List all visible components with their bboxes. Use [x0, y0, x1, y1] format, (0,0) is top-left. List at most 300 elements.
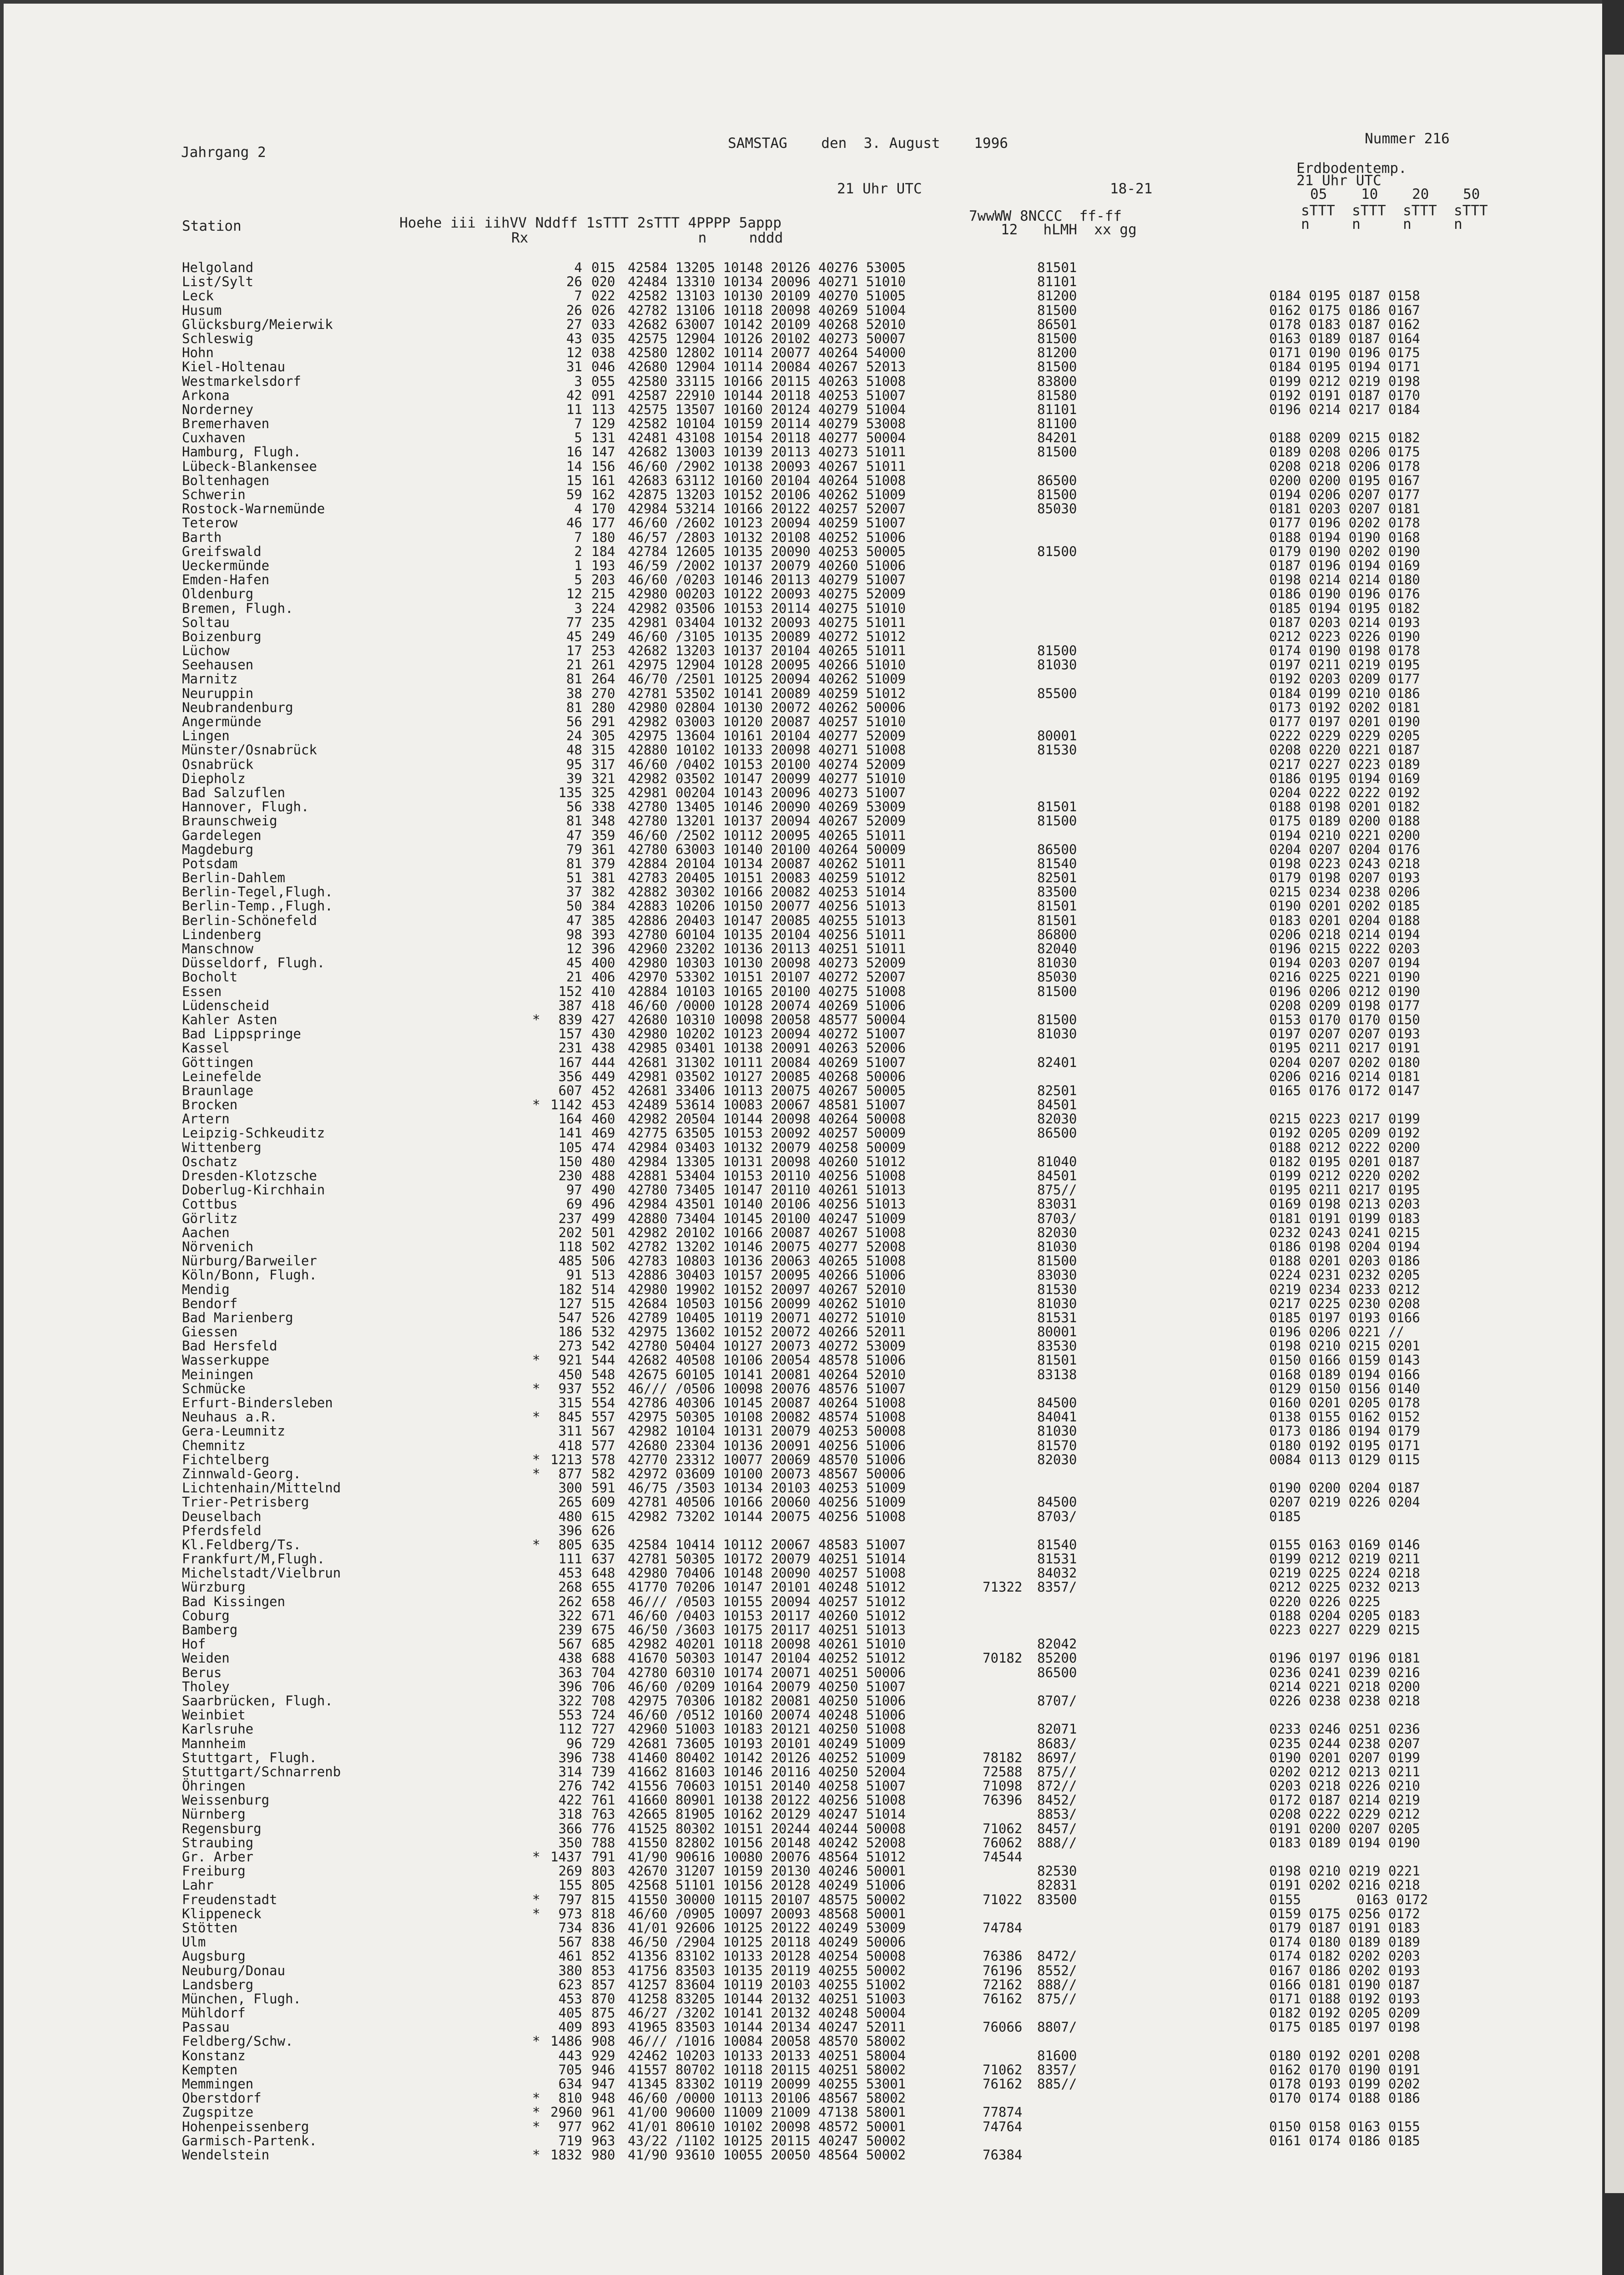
station-index: 026 [591, 302, 615, 318]
station-observation: 42980 10202 10123 20094 40272 51007 [628, 1026, 906, 1042]
soil-temperatures: 0155 0163 0172 [1269, 1891, 1428, 1907]
station-elevation: 79 [550, 841, 582, 857]
cloud-group-8: 81580 [1037, 387, 1077, 403]
station-elevation: 45 [550, 628, 582, 644]
cloud-group-8: 82501 [1037, 1082, 1077, 1098]
station-row [168, 1396, 1519, 1410]
main-column-header: Hoehe iii iihVV Nddff 1sTTT 2sTTT 4PPPP 5appp [399, 215, 782, 231]
station-observation: 42780 60310 10174 20071 40251 50006 [628, 1664, 906, 1680]
station-index: 249 [591, 628, 615, 644]
cloud-group-8: 81101 [1037, 401, 1077, 417]
station-name: Essen [182, 983, 222, 999]
station-row [168, 956, 1519, 970]
soil-temperatures: 0191 0202 0216 0218 [1269, 1877, 1420, 1893]
station-elevation: 356 [550, 1068, 582, 1084]
station-row [168, 970, 1519, 984]
station-name: Lüchow [182, 643, 230, 659]
station-name: Schmücke [182, 1380, 246, 1396]
station-elevation: 15 [550, 472, 582, 488]
station-elevation: 387 [550, 997, 582, 1013]
station-elevation: 450 [550, 1366, 582, 1382]
station-index: 359 [591, 827, 615, 843]
station-observation: 41550 82802 10156 20148 40242 52008 [628, 1835, 906, 1850]
soil-temperatures: 0216 0225 0221 0190 [1269, 969, 1420, 985]
station-elevation: 230 [550, 1168, 582, 1183]
station-index: 506 [591, 1253, 615, 1269]
station-observation: 46/60 /0203 10146 20113 40279 51007 [628, 572, 906, 588]
volume-label: Jahrgang 2 [181, 144, 266, 161]
station-elevation: 1832 [550, 2147, 582, 2163]
station-name: Diepholz [182, 770, 246, 786]
station-index: 836 [591, 1920, 615, 1936]
station-observation: 42884 10103 10165 20100 40275 51008 [628, 983, 906, 999]
station-observation: 42682 13203 10137 20104 40265 51011 [628, 643, 906, 659]
station-observation: 46/60 /3105 10135 20089 40272 51012 [628, 628, 906, 644]
station-name: Giessen [182, 1324, 238, 1340]
mountain-station-marker: * [532, 1466, 540, 1481]
soil-temperatures: 0182 0192 0205 0209 [1269, 2005, 1420, 2021]
station-observation: 42584 13205 10148 20126 40276 53005 [628, 260, 906, 275]
station-name: Stuttgart, Flugh. [182, 1749, 317, 1765]
station-observation: 42886 20403 10147 20085 40255 51013 [628, 912, 906, 928]
station-elevation: 14 [550, 458, 582, 474]
station-row [168, 1694, 1519, 1708]
station-name: Berlin-Dahlem [182, 870, 285, 886]
station-row [168, 445, 1519, 459]
station-name: Wendelstein [182, 2147, 270, 2163]
station-name: Kiel-Holtenau [182, 359, 285, 375]
station-elevation: 366 [550, 1820, 582, 1836]
soil-temperatures: 0191 0200 0207 0205 [1269, 1820, 1420, 1836]
mountain-station-marker: * [532, 1011, 540, 1027]
station-row [168, 758, 1519, 772]
station-name: Klippeneck [182, 1906, 262, 1921]
station-row [168, 1878, 1519, 1892]
station-observation: 42780 13201 10137 20094 40267 52009 [628, 813, 906, 829]
soil-temperatures: 0178 0193 0199 0202 [1269, 2076, 1420, 2092]
station-row [168, 2020, 1519, 2034]
main-column-subheader: Rx n nddd [511, 230, 783, 246]
soil-temperatures: 0161 0174 0186 0185 [1269, 2133, 1420, 2149]
station-observation: 42489 53614 10083 20067 48581 51007 [628, 1097, 906, 1113]
station-name: List/Sylt [182, 274, 254, 290]
soil-temperatures: 0159 0175 0256 0172 [1269, 1906, 1420, 1921]
station-name: Wittenberg [182, 1139, 262, 1155]
station-elevation: 453 [550, 1991, 582, 2007]
station-observation: 42880 10102 10133 20098 40271 51008 [628, 742, 906, 758]
station-index: 400 [591, 955, 615, 971]
station-index: 270 [591, 685, 615, 701]
station-row [168, 502, 1519, 516]
station-index: 838 [591, 1934, 615, 1950]
weather-group-7: 76396 [983, 1792, 1023, 1808]
soil-temperatures: 0163 0189 0187 0164 [1269, 330, 1420, 346]
station-row [168, 1737, 1519, 1751]
station-observation: 42780 50404 10127 20073 40272 53009 [628, 1338, 906, 1354]
soil-temperatures: 0189 0208 0206 0175 [1269, 444, 1420, 460]
station-elevation: 27 [550, 316, 582, 332]
soil-temperatures: 0219 0225 0224 0218 [1269, 1565, 1420, 1581]
station-name: Gardelegen [182, 827, 262, 843]
station-index: 852 [591, 1948, 615, 1964]
cloud-group-8: 84032 [1037, 1565, 1077, 1581]
station-observation: 42982 03506 10153 20114 40275 51010 [628, 600, 906, 616]
soil-temperatures: 0181 0203 0207 0181 [1269, 501, 1420, 517]
station-index: 317 [591, 756, 615, 772]
station-index: 963 [591, 2133, 615, 2149]
station-observation: 41770 70206 10147 20101 40248 51012 [628, 1579, 906, 1595]
station-index: 381 [591, 870, 615, 886]
station-row [168, 1580, 1519, 1594]
soil-temperatures: 0194 0210 0221 0200 [1269, 827, 1420, 843]
soil-temperatures: 0175 0189 0200 0188 [1269, 813, 1420, 829]
station-elevation: 2 [550, 543, 582, 559]
station-index: 513 [591, 1267, 615, 1283]
station-row [168, 431, 1519, 445]
station-elevation: 202 [550, 1224, 582, 1240]
soil-temperatures: 0185 [1269, 1508, 1301, 1524]
station-row [168, 1368, 1519, 1382]
station-index: 348 [591, 813, 615, 829]
cloud-group-8: 8452/ [1037, 1792, 1077, 1808]
soil-temperatures: 0138 0155 0162 0152 [1269, 1409, 1420, 1425]
cloud-group-8: 81500 [1037, 359, 1077, 375]
weather-group-7: 78182 [983, 1749, 1023, 1765]
cloud-group-8: 81570 [1037, 1437, 1077, 1453]
station-index: 908 [591, 2033, 615, 2049]
station-index: 469 [591, 1125, 615, 1141]
station-row [168, 1907, 1519, 1921]
soil-temperatures: 0200 0200 0195 0167 [1269, 472, 1420, 488]
station-index: 615 [591, 1508, 615, 1524]
station-name: Regensburg [182, 1820, 262, 1836]
cloud-group-8: 86500 [1037, 1664, 1077, 1680]
station-name: Emden-Hafen [182, 572, 270, 588]
station-index: 460 [591, 1111, 615, 1127]
station-name: Coburg [182, 1608, 230, 1623]
station-name: Lahr [182, 1877, 214, 1893]
station-row [168, 2134, 1519, 2148]
station-index: 379 [591, 855, 615, 871]
station-row [168, 488, 1519, 502]
station-index: 385 [591, 912, 615, 928]
station-name: Mühldorf [182, 2005, 246, 2021]
station-elevation: 418 [550, 1437, 582, 1453]
station-name: Trier-Petrisberg [182, 1494, 309, 1510]
station-elevation: 43 [550, 330, 582, 346]
station-name: Öhringen [182, 1778, 246, 1794]
station-observation: 41525 80302 10151 20244 40244 50008 [628, 1820, 906, 1836]
station-row [168, 616, 1519, 630]
station-elevation: 567 [550, 1934, 582, 1950]
weather-group-7: 71022 [983, 1891, 1023, 1907]
soil-temperatures: 0203 0218 0226 0210 [1269, 1778, 1420, 1794]
station-observation: 46/60 /0905 10097 20093 48568 50001 [628, 1906, 906, 1921]
cloud-group-8: 80001 [1037, 728, 1077, 744]
station-elevation: 21 [550, 969, 582, 985]
station-index: 708 [591, 1693, 615, 1709]
cloud-group-8: 82030 [1037, 1111, 1077, 1127]
station-elevation: 47 [550, 912, 582, 928]
station-elevation: 322 [550, 1693, 582, 1709]
mountain-station-marker: * [532, 1409, 540, 1425]
cloud-group-8: 81540 [1037, 1537, 1077, 1552]
station-observation: 42781 53502 10141 20089 40259 51012 [628, 685, 906, 701]
station-row [168, 1566, 1519, 1580]
station-row [168, 545, 1519, 559]
soil-temperatures: 0129 0150 0156 0140 [1269, 1380, 1420, 1396]
station-observation: 42975 70306 10182 20081 40250 51006 [628, 1693, 906, 1709]
mountain-station-marker: * [532, 2104, 540, 2120]
station-name: Frankfurt/M,Flugh. [182, 1551, 325, 1567]
station-name: Magdeburg [182, 841, 254, 857]
station-row [168, 942, 1519, 956]
station-index: 203 [591, 572, 615, 588]
station-observation: 42982 10104 10131 20079 40253 50008 [628, 1423, 906, 1439]
cloud-group-8: 86800 [1037, 926, 1077, 942]
station-row [168, 2049, 1519, 2063]
soil-temperatures: 0186 0195 0194 0169 [1269, 770, 1420, 786]
station-row [168, 1765, 1519, 1779]
station-name: Oschatz [182, 1153, 238, 1169]
soil-column-subheader: n n n n [1301, 216, 1463, 233]
station-observation: 46/75 /3503 10134 20103 40253 51009 [628, 1480, 906, 1496]
station-index: 215 [591, 586, 615, 602]
station-index: 729 [591, 1735, 615, 1751]
station-row [168, 360, 1519, 374]
station-index: 438 [591, 1040, 615, 1056]
station-index: 501 [591, 1224, 615, 1240]
soil-temperatures: 0217 0225 0230 0208 [1269, 1295, 1420, 1311]
cloud-group-8: 81500 [1037, 813, 1077, 829]
station-elevation: 567 [550, 1636, 582, 1652]
soil-temperatures: 0184 0195 0187 0158 [1269, 288, 1420, 304]
station-index: 658 [591, 1593, 615, 1609]
station-elevation: 443 [550, 2048, 582, 2063]
station-observation: 42680 12904 10114 20084 40267 52013 [628, 359, 906, 375]
station-elevation: 24 [550, 728, 582, 744]
soil-temperatures: 0197 0207 0207 0193 [1269, 1026, 1420, 1042]
station-observation: 42980 02804 10130 20072 40262 50006 [628, 699, 906, 715]
soil-temperatures: 0185 0194 0195 0182 [1269, 600, 1420, 616]
station-observation: 41557 80702 10118 20115 40251 58002 [628, 2062, 906, 2078]
cloud-group-8: 81500 [1037, 444, 1077, 460]
station-name: Zinnwald-Georg. [182, 1466, 301, 1481]
station-elevation: 95 [550, 756, 582, 772]
station-row [168, 914, 1519, 928]
station-elevation: 634 [550, 2076, 582, 2092]
station-name: Lichtenhain/Mittelnd [182, 1480, 341, 1496]
cloud-group-8: 86500 [1037, 472, 1077, 488]
mountain-station-marker: * [532, 2033, 540, 2049]
station-index: 803 [591, 1863, 615, 1879]
soil-temperatures: 0184 0199 0210 0186 [1269, 685, 1420, 701]
station-elevation: 152 [550, 983, 582, 999]
station-elevation: 42 [550, 387, 582, 403]
station-elevation: 182 [550, 1281, 582, 1297]
station-observation: 42665 81905 10162 20129 40247 51014 [628, 1806, 906, 1822]
soil-temperatures: 0196 0197 0196 0181 [1269, 1650, 1420, 1666]
station-elevation: 315 [550, 1395, 582, 1410]
station-row [168, 1197, 1519, 1211]
soil-temperatures: 0150 0158 0163 0155 [1269, 2118, 1420, 2134]
station-row [168, 1325, 1519, 1339]
soil-temperatures: 0186 0190 0196 0176 [1269, 586, 1420, 602]
station-index: 015 [591, 260, 615, 275]
station-observation: 41/00 90600 11009 21009 47138 58001 [628, 2104, 906, 2120]
mountain-station-marker: * [532, 2090, 540, 2106]
cloud-group-8: 81501 [1037, 912, 1077, 928]
station-observation: 42783 10803 10136 20063 40265 51008 [628, 1253, 906, 1269]
station-index: 449 [591, 1068, 615, 1084]
soil-temperatures: 0219 0234 0233 0212 [1269, 1281, 1420, 1297]
soil-depths: 05 10 20 50 [1310, 186, 1480, 202]
station-index: 170 [591, 501, 615, 517]
weather-group-7: 76384 [983, 2147, 1023, 2163]
station-elevation: 380 [550, 1962, 582, 1978]
station-name: Westmarkelsdorf [182, 373, 301, 389]
station-index: 022 [591, 288, 615, 304]
station-observation: 42880 73404 10145 20100 40247 51009 [628, 1210, 906, 1226]
soil-temperatures: 0192 0191 0187 0170 [1269, 387, 1420, 403]
soil-temperatures: 0226 0238 0238 0218 [1269, 1693, 1420, 1709]
station-elevation: 921 [550, 1352, 582, 1368]
cloud-group-8: 81531 [1037, 1309, 1077, 1325]
station-observation: 43/22 /1102 10125 20115 40247 50002 [628, 2133, 906, 2149]
station-elevation: 3 [550, 600, 582, 616]
soil-temperatures: 0233 0246 0251 0236 [1269, 1721, 1420, 1737]
station-name: Teterow [182, 515, 238, 531]
station-row [168, 2034, 1519, 2048]
station-row [168, 843, 1519, 857]
cloud-group-8: 84501 [1037, 1168, 1077, 1183]
soil-temperatures: 0222 0229 0229 0205 [1269, 728, 1420, 744]
cloud-group-8: 82030 [1037, 1224, 1077, 1240]
station-row [168, 857, 1519, 871]
station-name: Nürnberg [182, 1806, 246, 1822]
station-name: Braunschweig [182, 813, 277, 829]
station-observation: 42780 13405 10146 20090 40269 53009 [628, 799, 906, 815]
station-row [168, 2006, 1519, 2020]
weather-group-7: 76062 [983, 1835, 1023, 1850]
station-observation: 41660 80901 10138 20122 40256 51008 [628, 1792, 906, 1808]
station-elevation: 623 [550, 1977, 582, 1992]
station-elevation: 12 [550, 586, 582, 602]
mountain-station-marker: * [532, 1451, 540, 1467]
station-elevation: 485 [550, 1253, 582, 1269]
station-index: 655 [591, 1579, 615, 1595]
station-row [168, 1510, 1519, 1524]
soil-temperatures: 0198 0214 0214 0180 [1269, 572, 1420, 588]
station-elevation: 453 [550, 1565, 582, 1581]
station-observation: 42884 20104 10134 20087 40262 51011 [628, 855, 906, 871]
soil-temperatures: 0179 0187 0191 0183 [1269, 1920, 1420, 1936]
station-elevation: 318 [550, 1806, 582, 1822]
station-elevation: 409 [550, 2019, 582, 2035]
station-index: 532 [591, 1324, 615, 1340]
station-observation: 42781 50305 10172 20079 40251 51014 [628, 1551, 906, 1567]
station-elevation: 69 [550, 1196, 582, 1212]
soil-temperatures: 0179 0190 0202 0190 [1269, 543, 1420, 559]
mountain-station-marker: * [532, 1352, 540, 1368]
station-row [168, 829, 1519, 843]
station-row [168, 786, 1519, 800]
station-elevation: 3 [550, 373, 582, 389]
soil-temperatures: 0195 0211 0217 0195 [1269, 1182, 1420, 1198]
station-index: 496 [591, 1196, 615, 1212]
station-row [168, 885, 1519, 899]
station-row [168, 1751, 1519, 1765]
station-elevation: 877 [550, 1466, 582, 1481]
cloud-group-8: 83138 [1037, 1366, 1077, 1382]
station-index: 453 [591, 1097, 615, 1113]
station-index: 637 [591, 1551, 615, 1567]
station-name: Lindenberg [182, 926, 262, 942]
station-elevation: 2960 [550, 2104, 582, 2120]
station-name: Bamberg [182, 1622, 238, 1638]
station-index: 474 [591, 1139, 615, 1155]
station-row [168, 630, 1519, 644]
station-elevation: 7 [550, 288, 582, 304]
station-name: Deuselbach [182, 1508, 262, 1524]
station-elevation: 45 [550, 955, 582, 971]
cloud-group-8: 83500 [1037, 1891, 1077, 1907]
station-elevation: 1437 [550, 1849, 582, 1865]
station-elevation: 81 [550, 855, 582, 871]
station-name: Gr. Arber [182, 1849, 254, 1865]
station-index: 648 [591, 1565, 615, 1581]
station-observation: 41/01 92606 10125 20122 40249 53009 [628, 1920, 906, 1936]
station-name: Angermünde [182, 714, 262, 729]
cloud-group-8: 888// [1037, 1835, 1077, 1850]
station-index: 180 [591, 529, 615, 545]
station-elevation: 11 [550, 401, 582, 417]
soil-temperatures: 0180 0192 0195 0171 [1269, 1437, 1420, 1453]
station-name: Brocken [182, 1097, 238, 1113]
station-elevation: 141 [550, 1125, 582, 1141]
station-elevation: 155 [550, 1877, 582, 1893]
station-elevation: 91 [550, 1267, 582, 1283]
cloud-group-8: 85030 [1037, 501, 1077, 517]
station-elevation: 265 [550, 1494, 582, 1510]
cloud-group-8: 82831 [1037, 1877, 1077, 1893]
station-name: Gera-Leumnitz [182, 1423, 285, 1439]
station-row [168, 2105, 1519, 2119]
station-elevation: 422 [550, 1792, 582, 1808]
station-elevation: 273 [550, 1338, 582, 1354]
station-table [168, 261, 1519, 2162]
station-elevation: 839 [550, 1011, 582, 1027]
cloud-group-8: 8472/ [1037, 1948, 1077, 1964]
station-index: 396 [591, 941, 615, 956]
station-row [168, 1722, 1519, 1736]
station-index: 544 [591, 1352, 615, 1368]
soil-temperatures: 0188 0209 0215 0182 [1269, 430, 1420, 446]
station-index: 724 [591, 1707, 615, 1723]
station-name: Weissenburg [182, 1792, 270, 1808]
station-index: 452 [591, 1082, 615, 1098]
station-observation: 46/// /1016 10084 20058 48570 58002 [628, 2033, 906, 2049]
station-name: Berlin-Tegel,Flugh. [182, 884, 333, 900]
station-elevation: 157 [550, 1026, 582, 1042]
station-elevation: 118 [550, 1239, 582, 1254]
soil-temperatures: 0215 0223 0217 0199 [1269, 1111, 1420, 1127]
station-elevation: 46 [550, 515, 582, 531]
station-index: 742 [591, 1778, 615, 1794]
station-index: 685 [591, 1636, 615, 1652]
station-name: Nürburg/Barweiler [182, 1253, 317, 1269]
station-elevation: 396 [550, 1678, 582, 1694]
